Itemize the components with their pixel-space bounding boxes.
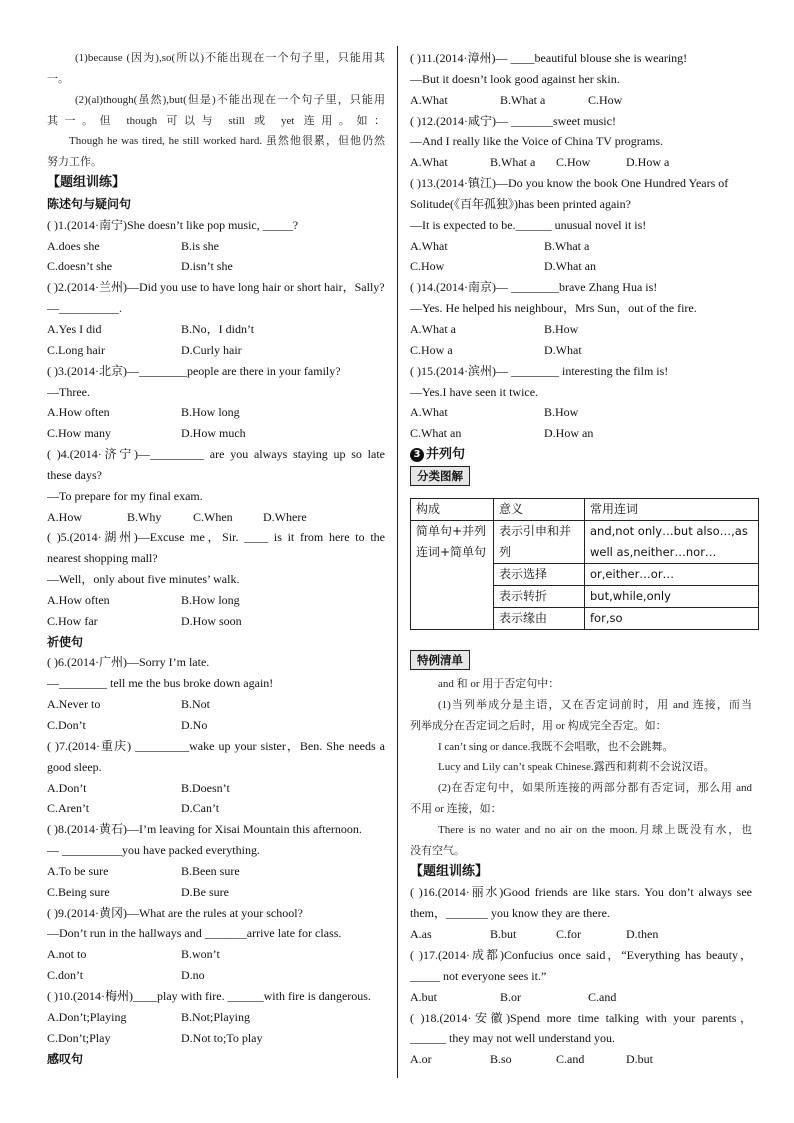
- special-note-line: 不用 or 连接，如：: [410, 803, 502, 816]
- option-d: D.then: [626, 927, 659, 942]
- section-number-badge: 3: [410, 448, 424, 462]
- option-a: C.doesn’t she: [47, 259, 113, 274]
- left-column: [47, 48, 385, 1069]
- note-line: (2)(al)though(虽然),but(但是)不能出现在一个句子里，只能用: [75, 93, 385, 106]
- option-b: B.Not: [181, 697, 211, 712]
- question-line: —To prepare for my final exam.: [47, 488, 203, 503]
- question-line: ( )14.(2014·南京)— ________brave Zhang Hua is!: [410, 280, 658, 295]
- question-line: them，_______ you know they are there.: [410, 906, 610, 921]
- option-a: A.What a: [410, 321, 456, 336]
- table-header: 常用连词: [585, 499, 759, 521]
- subsection-title: 祈使句: [47, 634, 84, 649]
- option-a: C.How a: [410, 342, 453, 357]
- question-line: —Don’t run in the hallways and _______arrive late for class.: [47, 926, 342, 941]
- answer-options: [47, 611, 385, 632]
- answer-options: [47, 778, 385, 799]
- question-line: ( )1.(2014·南宁)She doesn’t like pop music, _____?: [47, 217, 299, 232]
- option-a: A.but: [410, 989, 437, 1004]
- option-b: D.What: [544, 342, 582, 357]
- option-b: D.What an: [544, 259, 596, 274]
- option-a: A.How often: [47, 592, 110, 607]
- answer-options: [47, 965, 385, 986]
- table-cell: 表示转折: [494, 586, 585, 608]
- right-column: [410, 48, 752, 1070]
- question-line: Solitude(《百年孤独》)has been printed again?: [410, 196, 631, 211]
- question-line: —__________.: [47, 301, 122, 316]
- option-b: D.How soon: [181, 613, 242, 628]
- option-a: A.What: [410, 238, 448, 253]
- special-notes: [410, 674, 752, 862]
- option-b: B.is she: [181, 238, 220, 253]
- category-diagram-label-row: [410, 466, 752, 488]
- question-line: —It is expected to be.______ unusual novel it is!: [410, 217, 647, 232]
- question-line: —Yes.I have seen it twice.: [410, 384, 539, 399]
- question-line: nearest shopping mall?: [47, 551, 158, 566]
- option-b: D.Be sure: [181, 884, 229, 899]
- option-a: C.How far: [47, 613, 98, 628]
- question-line: ( )12.(2014·咸宁)— _______sweet music!: [410, 113, 616, 128]
- answer-options: [410, 90, 752, 111]
- option-b: B.won’t: [181, 947, 220, 962]
- option-b: D.no: [181, 968, 205, 983]
- option-c: C.for: [556, 927, 581, 942]
- option-a: C.Long hair: [47, 342, 105, 357]
- question-line: ( )15.(2014·滨州)— ________ interesting the film is!: [410, 363, 669, 378]
- special-list-label: 特例清单: [410, 650, 470, 670]
- option-b: B.Been sure: [181, 863, 240, 878]
- option-a: A.What: [410, 92, 448, 107]
- question-line: ( )16.(2014·丽水)Good friends are like stars. You don’t always see: [410, 885, 752, 900]
- option-b: D.Curly hair: [181, 342, 242, 357]
- option-a: C.How: [410, 259, 445, 274]
- conjunction-table: [410, 498, 759, 630]
- question-line: ( )9.(2014·黄冈)—What are the rules at your school?: [47, 905, 303, 920]
- question-line: ( )3.(2014·北京)—________people are there in your family?: [47, 363, 341, 378]
- option-a: A.What: [410, 155, 448, 170]
- question-line: ( )10.(2014·梅州)____play with fire. ______with fire is dangerous.: [47, 988, 371, 1003]
- table-header: 构成: [411, 499, 494, 521]
- note-line: Though he was tired, he still worked hard. 虽然他很累，但他仍然: [69, 135, 385, 148]
- special-note-line: (1)当列举成分是主语，又在否定词前时，用 and 连接，而当: [438, 698, 752, 711]
- table-row: [411, 521, 759, 564]
- option-a: C.Don’t;Play: [47, 1030, 111, 1045]
- exercise-group-heading: 【题组训练】: [47, 175, 126, 191]
- answer-options: [410, 1049, 752, 1070]
- option-a: A.does she: [47, 238, 100, 253]
- answer-options: [410, 319, 752, 340]
- coordinate-questions: [410, 882, 752, 1070]
- option-a: C.Aren’t: [47, 801, 90, 816]
- answer-options: [47, 340, 385, 361]
- option-b: D.How much: [181, 426, 246, 441]
- answer-options: [47, 507, 385, 528]
- table-cell: but,while,only: [585, 586, 759, 608]
- option-a: C.don’t: [47, 968, 84, 983]
- option-b: B.What a: [490, 155, 536, 170]
- option-a: A.Never to: [47, 697, 101, 712]
- answer-options: [47, 236, 385, 257]
- option-d: D.but: [626, 1052, 653, 1067]
- question-line: these days?: [47, 467, 102, 482]
- special-note-line: and 和 or 用于否定句中：: [438, 678, 560, 691]
- answer-options: [410, 402, 752, 423]
- answer-options: [47, 715, 385, 736]
- option-b: D.Not to;To play: [181, 1030, 263, 1045]
- exercise-group-heading: 【题组训练】: [410, 863, 489, 879]
- option-a: A.How often: [47, 405, 110, 420]
- question-line: _____ not everyone sees it.”: [410, 968, 547, 983]
- table-header: 意义: [494, 499, 585, 521]
- question-line: ( )8.(2014·黄石)—I’m leaving for Xisai Mountain this afternoon.: [47, 822, 362, 837]
- option-b: B.No，I didn’t: [181, 321, 255, 336]
- subsection-title: 感叹句: [47, 1051, 84, 1066]
- option-a: A.To be sure: [47, 863, 109, 878]
- option-d: D.How a: [626, 155, 670, 170]
- table-cell: for,so: [585, 608, 759, 630]
- table-cell: 表示引申和并列: [494, 521, 585, 564]
- answer-options: [47, 1007, 385, 1028]
- option-b: B.What a: [544, 238, 590, 253]
- option-d: D.Where: [263, 509, 307, 524]
- question-line: ( )4.(2014·济宁)—_________ are you always staying up so late: [47, 447, 385, 462]
- answer-options: [410, 924, 752, 945]
- option-b: B.Not;Playing: [181, 1009, 251, 1024]
- option-b: B.What a: [500, 92, 546, 107]
- option-a: C.What an: [410, 426, 462, 441]
- table-cell: 表示缘由: [494, 608, 585, 630]
- option-a: A.Yes I did: [47, 321, 102, 336]
- option-b: D.No: [181, 718, 208, 732]
- question-line: ( )6.(2014·广州)—Sorry I’m late.: [47, 655, 210, 670]
- question-line: ( )13.(2014·镇江)—Do you know the book One Hundred Years of: [410, 176, 729, 191]
- column-divider: [397, 46, 398, 1078]
- subsection-title: 陈述句与疑问句: [47, 196, 132, 211]
- special-list-label-row: [410, 650, 752, 674]
- question-line: —Three.: [47, 384, 90, 399]
- option-b: D.How an: [544, 426, 594, 441]
- table-cell: and,not only…but also…,as well as,neither…nor…: [585, 521, 759, 564]
- note-line: 其一。但 though 可以与 still 或 yet 连用。如：: [47, 114, 385, 127]
- answer-options: [47, 882, 385, 903]
- option-a: A.Don’t: [47, 780, 87, 795]
- answer-options: [47, 256, 385, 277]
- answer-options: [410, 236, 752, 257]
- question-line: —And I really like the Voice of China TV programs.: [410, 134, 664, 149]
- answer-options: [410, 987, 752, 1008]
- answer-options: [410, 256, 752, 277]
- exclamation-questions: [410, 48, 752, 444]
- answer-options: [47, 1028, 385, 1049]
- special-note-line: I can’t sing or dance.我既不会唱歌，也不会跳舞。: [438, 740, 674, 753]
- special-note-line: 列举成分在否定词之后时，用 or 构成完全否定。如：: [410, 719, 667, 732]
- option-a: A.Don’t;Playing: [47, 1009, 127, 1024]
- question-line: ( )2.(2014·兰州)—Did you use to have long hair or short hair，Sally?: [47, 280, 385, 295]
- table-cell-structure: 简单句+并列连词+简单句: [411, 521, 494, 630]
- option-a: C.How many: [47, 426, 111, 441]
- section-3-heading: [410, 444, 752, 466]
- question-line: — __________you have packed everything.: [47, 843, 260, 858]
- option-b: D.isn’t she: [181, 259, 233, 274]
- answer-options: [410, 152, 752, 173]
- special-note-line: (2)在否定句中，如果所连接的两部分都有否定词，那么用 and: [438, 782, 752, 795]
- option-b: B.but: [490, 927, 517, 942]
- table-cell: or,either…or…: [585, 564, 759, 586]
- answer-options: [47, 590, 385, 611]
- note-line: 一。: [47, 72, 69, 85]
- table-header-row: [411, 499, 759, 521]
- question-line: —________ tell me the bus broke down again!: [47, 676, 274, 691]
- answer-options: [410, 423, 752, 444]
- option-b: B.or: [500, 989, 521, 1004]
- answer-options: [47, 402, 385, 423]
- option-c: C.When: [193, 509, 233, 524]
- question-line: good sleep.: [47, 759, 102, 774]
- answer-options: [47, 798, 385, 819]
- answer-options: [47, 694, 385, 715]
- question-line: ( )5.(2014·湖州)—Excuse me，Sir. ____ is it from here to the: [47, 530, 385, 545]
- answer-options: [410, 340, 752, 361]
- special-note-line: Lucy and Lily can’t speak Chinese.露西和莉莉不会说汉语。: [438, 761, 715, 774]
- option-c: C.How: [588, 92, 623, 107]
- option-c: C.and: [556, 1052, 585, 1067]
- special-note-line: There is no water and no air on the moon.月球上既没有水，也: [438, 823, 752, 836]
- note-line: (1)because (因为),so(所以)不能出现在一个句子里，只能用其: [75, 52, 385, 64]
- table-cell: 表示选择: [494, 564, 585, 586]
- option-b: D.Can’t: [181, 801, 220, 816]
- answer-options: [47, 944, 385, 965]
- option-a: A.How: [47, 509, 82, 524]
- option-a: C.Being sure: [47, 884, 110, 899]
- option-b: B.so: [490, 1052, 512, 1067]
- option-b: B.How long: [181, 592, 240, 607]
- option-b: B.How long: [181, 405, 240, 420]
- question-line: —Well，only about five minutes’ walk.: [47, 572, 240, 587]
- question-line: ( )7.(2014·重庆) _________wake up your sister，Ben. She needs a: [47, 738, 385, 753]
- question-line: —But it doesn’t look good against her skin.: [410, 71, 620, 86]
- answer-options: [47, 319, 385, 340]
- question-line: —Yes. He helped his neighbour，Mrs Sun，out of the fire.: [410, 301, 697, 316]
- section-title: 并列句: [426, 447, 466, 463]
- option-a: A.as: [410, 927, 432, 942]
- option-a: A.not to: [47, 947, 87, 962]
- special-note-line: 没有空气。: [410, 844, 465, 857]
- question-line: ( )17.(2014·成都)Confucius once said，“Everything has beauty，: [410, 948, 752, 962]
- answer-options: [47, 423, 385, 444]
- option-b: B.How: [544, 321, 579, 336]
- option-c: C.How: [556, 155, 591, 170]
- option-a: A.or: [410, 1052, 432, 1067]
- question-line: ( )11.(2014·漳州)— ____beautiful blouse she is wearing!: [410, 51, 688, 65]
- option-b: B.Doesn’t: [181, 780, 230, 795]
- option-c: C.and: [588, 989, 617, 1004]
- note-line: 努力工作。: [47, 156, 102, 169]
- option-a: C.Don’t: [47, 718, 86, 732]
- option-b: B.Why: [127, 509, 162, 524]
- option-a: A.What: [410, 405, 448, 420]
- category-diagram-label: 分类图解: [410, 466, 470, 486]
- question-line: ______ they may not well understand you.: [410, 1031, 615, 1046]
- option-b: B.How: [544, 405, 579, 420]
- question-line: ( )18.(2014·安徽)Spend more time talking with your parents，: [410, 1010, 752, 1025]
- answer-options: [47, 861, 385, 882]
